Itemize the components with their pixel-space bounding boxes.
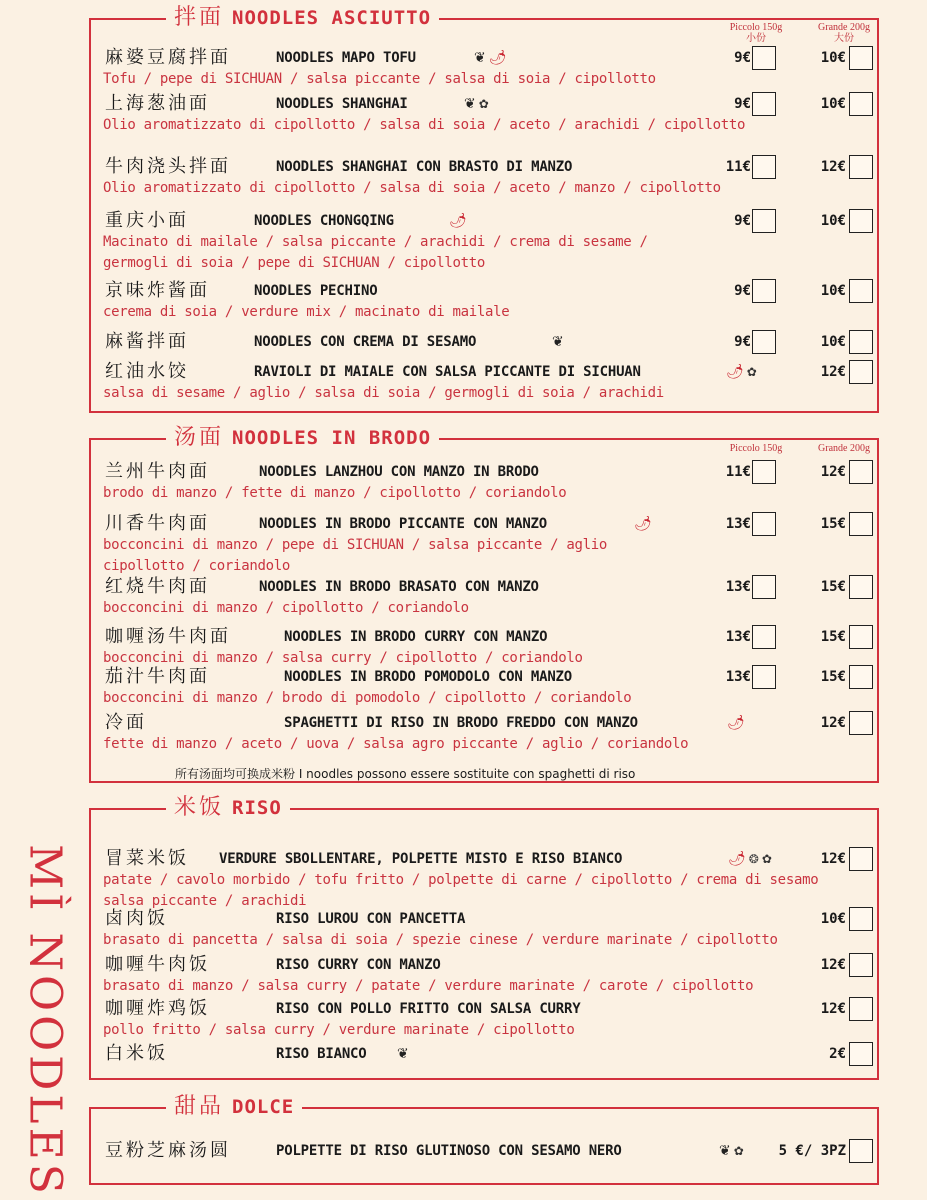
checkbox-large[interactable] bbox=[849, 209, 873, 233]
item-name-it: NOODLES IN BRODO CURRY CON MANZO bbox=[284, 629, 548, 645]
checkbox-small[interactable] bbox=[752, 330, 776, 354]
item-name-cn: 红油水饺 bbox=[105, 361, 189, 382]
section-dolce bbox=[89, 1094, 879, 1185]
item-name-it: NOODLES PECHINO bbox=[254, 283, 378, 299]
item-name-it: NOODLES CHONGQING bbox=[254, 213, 394, 229]
item-name-cn: 冷面 bbox=[105, 712, 147, 733]
menu-item bbox=[91, 1140, 877, 1161]
section-riso bbox=[89, 795, 879, 1080]
checkbox-large[interactable] bbox=[849, 460, 873, 484]
item-name-it: NOODLES IN BRODO POMODOLO CON MANZO bbox=[284, 669, 573, 685]
checkbox-large[interactable] bbox=[849, 92, 873, 116]
checkbox-small[interactable] bbox=[752, 155, 776, 179]
checkbox-large[interactable] bbox=[849, 625, 873, 649]
item-name-cn: 重庆小面 bbox=[105, 210, 189, 231]
peanut-icon: ✿ bbox=[478, 97, 489, 111]
item-icons bbox=[725, 848, 772, 870]
section-title-cn: 汤面 bbox=[174, 425, 225, 450]
col-head-small bbox=[721, 22, 791, 44]
item-icons bbox=[723, 361, 757, 383]
section-title bbox=[166, 426, 439, 450]
chili-pepper-icon: 🌶 bbox=[634, 516, 652, 532]
item-name-it: NOODLES LANZHOU CON MANZO IN BRODO bbox=[259, 464, 539, 480]
menu-item bbox=[91, 47, 877, 87]
price-large: 10€ bbox=[820, 96, 846, 112]
price: 12€ bbox=[820, 1001, 846, 1017]
price-small: 13€ bbox=[725, 516, 751, 532]
item-description: pollo fritto / salsa curry / verdure marinate / cipollotto bbox=[103, 1022, 575, 1038]
chili-pepper-icon: 🌶 bbox=[488, 50, 507, 66]
section-title-it: NOODLES IN BRODO bbox=[232, 427, 432, 449]
item-name-cn: 上海葱油面 bbox=[105, 93, 210, 114]
item-description: bocconcini di manzo / pepe di SICHUAN / salsa piccante / aglio bbox=[103, 537, 607, 553]
item-name-it: NOODLES SHANGHAI bbox=[276, 96, 408, 112]
price-large: 15€ bbox=[820, 579, 846, 595]
item-name-it: VERDURE SBOLLENTARE, POLPETTE MISTO E RISO BIANCO bbox=[219, 851, 623, 867]
price-small: 9€ bbox=[734, 334, 751, 350]
item-name-it: SPAGHETTI DI RISO IN BRODO FREDDO CON MANZO bbox=[284, 715, 638, 731]
checkbox-small[interactable] bbox=[752, 575, 776, 599]
item-icons bbox=[631, 513, 652, 535]
section-title bbox=[166, 1095, 302, 1119]
item-description: patate / cavolo morbido / tofu fritto / polpette di carne / cipollotto / crema di sesamo bbox=[103, 872, 819, 888]
item-description: salsa di sesame / aglio / salsa di soia / germogli di soia / arachidi bbox=[103, 385, 664, 401]
item-name-it: POLPETTE DI RISO GLUTINOSO CON SESAMO NERO bbox=[276, 1143, 622, 1159]
menu-item bbox=[91, 908, 877, 948]
menu-item bbox=[91, 210, 877, 271]
price: 12€ bbox=[820, 957, 846, 973]
substitution-note: 所有汤面均可换成米粉 I noodles possono essere sostituite con spaghetti di riso bbox=[175, 767, 636, 781]
item-description: brodo di manzo / fette di manzo / cipollotto / coriandolo bbox=[103, 485, 567, 501]
menu-item bbox=[91, 93, 877, 133]
section-title-it: NOODLES ASCIUTTO bbox=[232, 7, 432, 29]
item-name-cn: 麻婆豆腐拌面 bbox=[105, 47, 231, 68]
price-large: 15€ bbox=[820, 669, 846, 685]
menu-item bbox=[91, 954, 877, 994]
menu-item bbox=[91, 626, 877, 666]
item-name-cn: 冒菜米饭 bbox=[105, 848, 189, 869]
price-large: 12€ bbox=[820, 715, 846, 731]
item-name-cn: 牛肉浇头拌面 bbox=[105, 156, 231, 177]
item-name-cn: 京味炸酱面 bbox=[105, 280, 210, 301]
item-description: Olio aromatizzato di cipollotto / salsa di soia / aceto / manzo / cipollotto bbox=[103, 180, 721, 196]
item-icons bbox=[471, 47, 507, 69]
item-description: fette di manzo / aceto / uova / salsa agro piccante / aglio / coriandolo bbox=[103, 736, 689, 752]
price: 5 €/ 3PZ bbox=[778, 1143, 846, 1159]
section-title bbox=[166, 6, 439, 30]
menu-item bbox=[91, 513, 877, 574]
menu-item bbox=[91, 576, 877, 616]
section-title-cn: 米饭 bbox=[174, 795, 225, 820]
item-name-cn: 麻酱拌面 bbox=[105, 331, 189, 352]
checkbox-small[interactable] bbox=[752, 92, 776, 116]
col-head-small-label: Piccolo 150g bbox=[729, 443, 783, 454]
price-small: 11€ bbox=[725, 159, 751, 175]
item-name-cn: 茄汁牛肉面 bbox=[105, 666, 210, 687]
checkbox-large[interactable] bbox=[849, 711, 873, 735]
col-head-small-cn: 小份 bbox=[746, 33, 766, 44]
price-small: 13€ bbox=[725, 669, 751, 685]
chili-pepper-icon: 🌶 bbox=[728, 851, 746, 867]
brand-logo bbox=[10, 843, 80, 1198]
price-small: 11€ bbox=[725, 464, 751, 480]
item-name-it: NOODLES IN BRODO BRASATO CON MANZO bbox=[259, 579, 539, 595]
price-large: 12€ bbox=[820, 364, 846, 380]
item-name-it: RISO CURRY CON MANZO bbox=[276, 957, 441, 973]
price-large: 15€ bbox=[820, 516, 846, 532]
menu-item bbox=[91, 998, 877, 1038]
menu-item bbox=[91, 280, 877, 320]
menu-item bbox=[91, 1043, 877, 1064]
item-name-cn: 白米饭 bbox=[105, 1043, 168, 1064]
price-large: 12€ bbox=[820, 464, 846, 480]
col-head-large-label: Grande 200g bbox=[818, 22, 870, 33]
leaf-icon: ❦ bbox=[719, 1143, 731, 1159]
price-small: 13€ bbox=[725, 629, 751, 645]
checkbox-large[interactable] bbox=[849, 155, 873, 179]
item-name-it: NOODLES IN BRODO PICCANTE CON MANZO bbox=[259, 516, 548, 532]
price-large: 12€ bbox=[820, 159, 846, 175]
price-small: 9€ bbox=[734, 213, 751, 229]
price-large: 10€ bbox=[820, 213, 846, 229]
section-asciutto bbox=[89, 5, 879, 413]
checkbox-small[interactable] bbox=[752, 209, 776, 233]
checkbox-large[interactable] bbox=[849, 330, 873, 354]
item-name-cn: 咖喱炸鸡饭 bbox=[105, 998, 210, 1019]
menu-item bbox=[91, 848, 877, 909]
section-title-cn: 甜品 bbox=[174, 1094, 225, 1119]
peanut-icon: ✿ bbox=[746, 365, 757, 379]
menu-item bbox=[91, 461, 877, 501]
item-icons bbox=[461, 93, 489, 115]
menu-item bbox=[91, 361, 877, 401]
checkbox[interactable] bbox=[849, 997, 873, 1021]
checkbox[interactable] bbox=[849, 1042, 873, 1066]
price-large: 10€ bbox=[820, 50, 846, 66]
checkbox[interactable] bbox=[849, 847, 873, 871]
item-name-cn: 川香牛肉面 bbox=[105, 513, 210, 534]
price: 10€ bbox=[820, 911, 846, 927]
col-head-large-cn: 大份 bbox=[834, 33, 854, 44]
price-small: 9€ bbox=[734, 96, 751, 112]
item-name-cn: 咖喱牛肉饭 bbox=[105, 954, 210, 975]
price-large: 15€ bbox=[820, 629, 846, 645]
price-large: 10€ bbox=[820, 283, 846, 299]
item-description: Tofu / pepe di SICHUAN / salsa piccante / salsa di soia / cipollotto bbox=[103, 71, 656, 87]
item-description: Macinato di mailale / salsa piccante / arachidi / crema di sesame / bbox=[103, 234, 648, 250]
checkbox[interactable] bbox=[849, 953, 873, 977]
menu-item bbox=[91, 666, 877, 706]
checkbox-small[interactable] bbox=[752, 46, 776, 70]
item-icons bbox=[446, 210, 467, 232]
section-title-it: RISO bbox=[232, 797, 282, 819]
checkbox[interactable] bbox=[849, 907, 873, 931]
price-large: 10€ bbox=[820, 334, 846, 350]
item-name-it: RISO CON POLLO FRITTO CON SALSA CURRY bbox=[276, 1001, 581, 1017]
chili-pepper-icon: 🌶 bbox=[727, 715, 745, 731]
item-icons bbox=[724, 712, 745, 734]
peanut-icon: ✿ bbox=[733, 1144, 744, 1158]
checkbox-small[interactable] bbox=[752, 512, 776, 536]
col-head-large bbox=[809, 22, 879, 44]
section-title-cn: 拌面 bbox=[174, 5, 225, 30]
peanut-icon: ✿ bbox=[761, 852, 772, 866]
checkbox-small[interactable] bbox=[752, 665, 776, 689]
checkbox-large[interactable] bbox=[849, 512, 873, 536]
col-head-small-label: Piccolo 150g bbox=[729, 22, 783, 33]
price: 12€ bbox=[820, 851, 846, 867]
leaf-icon: ❦ bbox=[552, 334, 564, 350]
item-name-it: NOODLES CON CREMA DI SESAMO bbox=[254, 334, 477, 350]
checkbox-small[interactable] bbox=[752, 279, 776, 303]
price-small: 13€ bbox=[725, 579, 751, 595]
item-name-cn: 豆粉芝麻汤圆 bbox=[105, 1140, 231, 1161]
item-name-it: NOODLES MAPO TOFU bbox=[276, 50, 416, 66]
item-name-cn: 红烧牛肉面 bbox=[105, 576, 210, 597]
price-small: 9€ bbox=[734, 50, 751, 66]
checkbox-large[interactable] bbox=[849, 665, 873, 689]
section-brodo bbox=[89, 425, 879, 783]
item-name-it: RAVIOLI DI MAIALE CON SALSA PICCANTE DI SICHUAN bbox=[254, 364, 641, 380]
item-name-cn: 卤肉饭 bbox=[105, 908, 168, 929]
menu-item bbox=[91, 156, 877, 196]
item-description: Olio aromatizzato di cipollotto / salsa di soia / aceto / arachidi / cipollotto bbox=[103, 117, 746, 133]
checkbox-small[interactable] bbox=[752, 460, 776, 484]
item-description: brasato di pancetta / salsa di soia / spezie cinese / verdure marinate / cipollotto bbox=[103, 932, 778, 948]
item-icons bbox=[394, 1043, 409, 1065]
col-head-small bbox=[721, 443, 791, 454]
section-title-it: DOLCE bbox=[232, 1096, 295, 1118]
item-name-it: RISO BIANCO bbox=[276, 1046, 367, 1062]
checkbox-large[interactable] bbox=[849, 46, 873, 70]
item-name-cn: 咖喱汤牛肉面 bbox=[105, 626, 231, 647]
item-description: bocconcini di manzo / cipollotto / coriandolo bbox=[103, 600, 469, 616]
brand-text: MÌ NOODLES bbox=[19, 843, 71, 1198]
item-description: cerema di soia / verdure mix / macinato di mailale bbox=[103, 304, 510, 320]
menu-item bbox=[91, 331, 877, 352]
checkbox-large[interactable] bbox=[849, 360, 873, 384]
leaf-icon: ❦ bbox=[474, 50, 486, 66]
checkbox[interactable] bbox=[849, 1139, 873, 1163]
checkbox-large[interactable] bbox=[849, 279, 873, 303]
item-name-it: NOODLES SHANGHAI CON BRASTO DI MANZO bbox=[276, 159, 573, 175]
chili-pepper-icon: 🌶 bbox=[726, 364, 744, 380]
item-description: bocconcini di manzo / brodo di pomodolo / cipollotto / coriandolo bbox=[103, 690, 632, 706]
item-description: salsa piccante / arachidi bbox=[103, 893, 307, 909]
leaf-icon: ❦ bbox=[464, 96, 476, 112]
item-icons bbox=[549, 331, 564, 353]
col-head-large-label: Grande 200g bbox=[818, 443, 870, 454]
menu-item bbox=[91, 712, 877, 752]
col-head-large bbox=[809, 443, 879, 454]
price-small: 9€ bbox=[734, 283, 751, 299]
item-name-cn: 兰州牛肉面 bbox=[105, 461, 210, 482]
checkbox-large[interactable] bbox=[849, 575, 873, 599]
item-description: germogli di soia / pepe di SICHUAN / cipollotto bbox=[103, 255, 486, 271]
shellfish-icon: ❂ bbox=[748, 852, 759, 866]
item-name-it: RISO LUROU CON PANCETTA bbox=[276, 911, 466, 927]
checkbox-small[interactable] bbox=[752, 625, 776, 649]
chili-pepper-icon: 🌶 bbox=[449, 213, 467, 229]
item-icons bbox=[716, 1140, 744, 1162]
leaf-icon: ❦ bbox=[397, 1046, 409, 1062]
item-description: brasato di manzo / salsa curry / patate / verdure marinate / carote / cipollotto bbox=[103, 978, 754, 994]
price: 2€ bbox=[829, 1046, 846, 1062]
item-description: cipollotto / coriandolo bbox=[103, 558, 290, 574]
item-description: bocconcini di manzo / salsa curry / cipollotto / coriandolo bbox=[103, 650, 583, 666]
section-title bbox=[166, 796, 290, 820]
